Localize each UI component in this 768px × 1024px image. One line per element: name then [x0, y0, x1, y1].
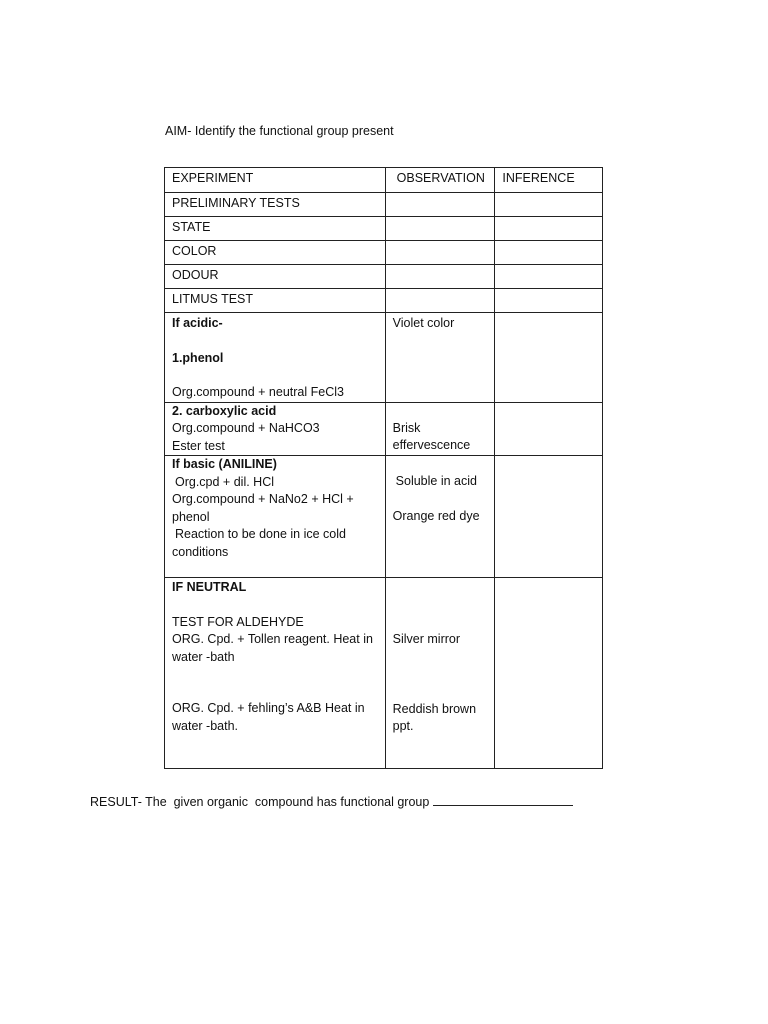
- basic-line-4: Reaction to be done in ice cold: [175, 527, 346, 541]
- result-line: [90, 793, 573, 809]
- row-color: COLOR: [165, 241, 386, 265]
- result-text: RESULT- The given organic compound has functional group: [90, 795, 430, 809]
- acidic-heading: If acidic-: [172, 316, 223, 330]
- result-blank: [433, 793, 573, 806]
- table-row-carboxylic: [165, 402, 603, 456]
- row-preliminary-tests: PRELIMINARY TESTS: [165, 193, 386, 217]
- table-row-basic: [165, 456, 603, 578]
- table-row: [165, 289, 603, 313]
- table-header-row: [165, 168, 603, 193]
- acidic-experiment-cell: [165, 313, 386, 403]
- basic-line-1: Org.cpd + dil. HCl: [175, 474, 274, 489]
- neutral-observation-cell: [385, 578, 495, 769]
- basic-observation-1: Soluble in acid: [395, 474, 477, 488]
- fehling-line-1: ORG. Cpd. + fehling’s A&B Heat in: [172, 701, 365, 715]
- phenol-test: Org.compound + neutral FeCl3: [172, 385, 344, 399]
- table-row: [165, 265, 603, 289]
- header-observation: OBSERVATION: [385, 168, 495, 193]
- carboxylic-line-1: Org.compound + NaHCO3: [172, 421, 320, 435]
- header-experiment: EXPERIMENT: [165, 168, 386, 193]
- carboxylic-title: 2. carboxylic acid: [172, 403, 277, 418]
- carboxylic-observation-2: effervescence: [392, 438, 471, 452]
- phenol-title: 1.phenol: [172, 350, 224, 365]
- carboxylic-line-2: Ester test: [172, 438, 225, 453]
- fehling-observation-2: ppt.: [392, 719, 414, 733]
- carboxylic-observation-1: Brisk: [392, 420, 421, 435]
- neutral-experiment-cell: [165, 578, 386, 769]
- aldehyde-heading: TEST FOR ALDEHYDE: [172, 614, 304, 629]
- tollen-line-1: ORG. Cpd. + Tollen reagent. Heat in: [172, 632, 373, 646]
- fehling-line-2: water -bath.: [172, 718, 239, 733]
- experiment-table: [164, 167, 603, 769]
- table-row: [165, 193, 603, 217]
- basic-observation-2: Orange red dye: [392, 508, 480, 523]
- basic-experiment-cell: [165, 456, 386, 578]
- tollen-line-2: water -bath: [172, 649, 235, 664]
- row-odour: ODOUR: [165, 265, 386, 289]
- table-row-acidic: [165, 313, 603, 403]
- basic-line-5: conditions: [172, 544, 229, 559]
- phenol-observation: Violet color: [392, 316, 455, 330]
- row-state: STATE: [165, 217, 386, 241]
- header-inference: INFERENCE: [495, 168, 603, 193]
- basic-line-3: phenol: [172, 509, 210, 524]
- basic-title: If basic (ANILINE): [172, 457, 277, 471]
- table-row-neutral: [165, 578, 603, 769]
- carboxylic-observation-cell: [385, 402, 495, 456]
- row-litmus-test: LITMUS TEST: [165, 289, 386, 313]
- table-row: [165, 241, 603, 265]
- carboxylic-experiment-cell: [165, 402, 386, 456]
- table-row: [165, 217, 603, 241]
- neutral-title: IF NEUTRAL: [172, 580, 247, 594]
- acidic-observation-cell: [385, 313, 495, 403]
- aim-text: AIM- Identify the functional group present: [165, 124, 394, 138]
- tollen-observation: Silver mirror: [392, 632, 461, 646]
- basic-observation-cell: [385, 456, 495, 578]
- fehling-observation-1: Reddish brown: [392, 701, 477, 716]
- basic-line-2: Org.compound + NaNo2 + HCl +: [172, 492, 354, 506]
